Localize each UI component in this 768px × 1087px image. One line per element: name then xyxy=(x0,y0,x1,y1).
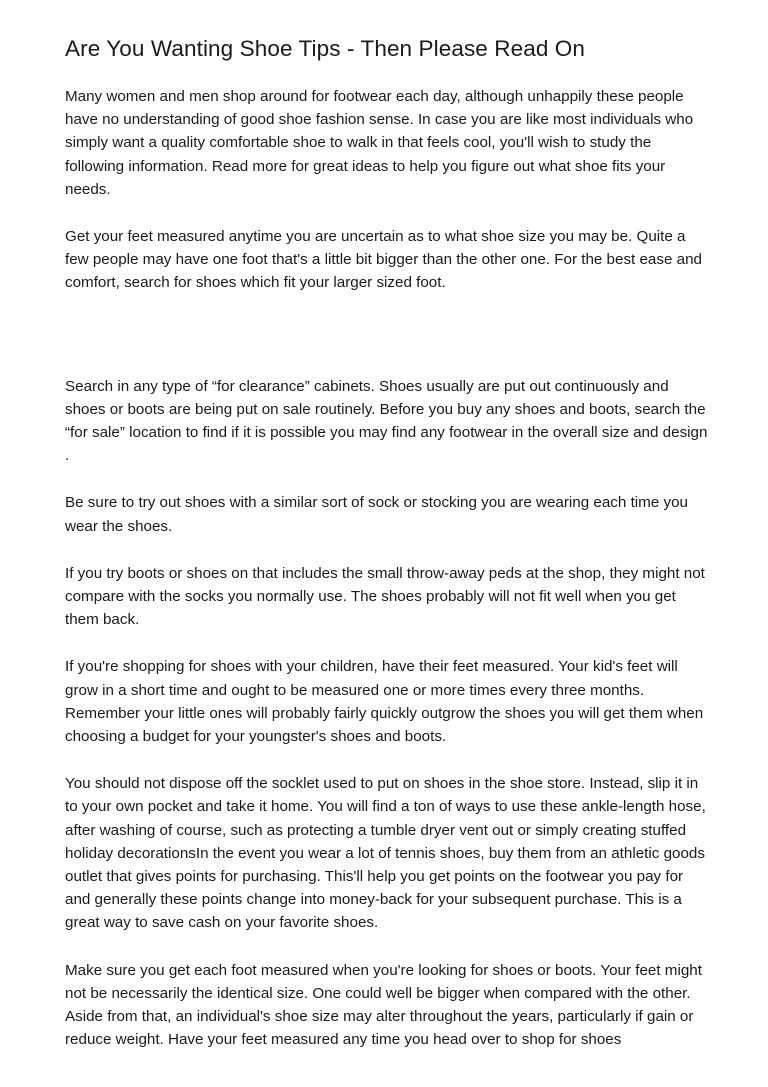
paragraph-each-foot: Make sure you get each foot measured when you're looking for shoes or boots. Your feet might not be necessarily the identical size. One could well be bigger when compared with the other. Aside from that, an individual's shoe size may alter throughout the years, particularly if gain or reduce weight. Have your feet measured any time you head over to shop for shoes xyxy=(65,961,702,1049)
paragraph-socklet: You should not dispose off the socklet used to put on shoes in the shoe store. Instead, slip it in to your own pocket and take it home. You will find a ton of ways to use these ankle-length hose, after washing of course, such as protecting a tumble dryer vent out or simply creating stuffed holiday decorationsIn the event you wear a lot of tennis shoes, buy them from an athletic goods outlet that gives points for purchasing. This'll help you get points on the footwear you pay for and generally these points change into money-back for your subsequent purchase. This is a great way to save cash on your favorite shoes. xyxy=(65,775,706,932)
paragraph-clearance: Search in any type of “for clearance” cabinets. Shoes usually are put out continuously and shoes or boots are being put on sale routinely. Before you buy any shoes and boots, search the “for sale” location to find if it is possible you may find any footwear in the overall size and design . xyxy=(65,377,708,465)
paragraph-peds: If you try boots or shoes on that includes the small throw-away peds at the shop, they might not compare with the socks you normally use. The shoes probably will not fit well when you get them back. xyxy=(65,564,705,629)
paragraph-intro: Many women and men shop around for footwear each day, although unhappily these people have no understanding of good shoe fashion sense. In case you are like most individuals who simply want a quality comfortable shoe to walk in that feels cool, you'll wish to study the following information. Read more for great ideas to help you figure out what shoe fits your needs. xyxy=(65,88,694,198)
paragraph-feet-measured: Get your feet measured anytime you are uncertain as to what shoe size you may be. Quite a few people may have one foot that's a little bit bigger than the other one. For the best ease and comfort, search for shoes which fit your larger sized foot. xyxy=(65,228,702,292)
paragraph-sock: Be sure to try out shoes with a similar sort of sock or stocking you are wearing each time you wear the shoes. xyxy=(65,494,688,535)
paragraph-children: If you're shopping for shoes with your children, have their feet measured. Your kid's feet will grow in a short time and ought to be measured one or more times every three months. Remember your little ones will probably fairly quickly outgrow the shoes you will get them when choosing a budget for your youngster's shoes and boots. xyxy=(65,658,704,746)
document-title: Are You Wanting Shoe Tips - Then Please Read On xyxy=(65,36,586,61)
